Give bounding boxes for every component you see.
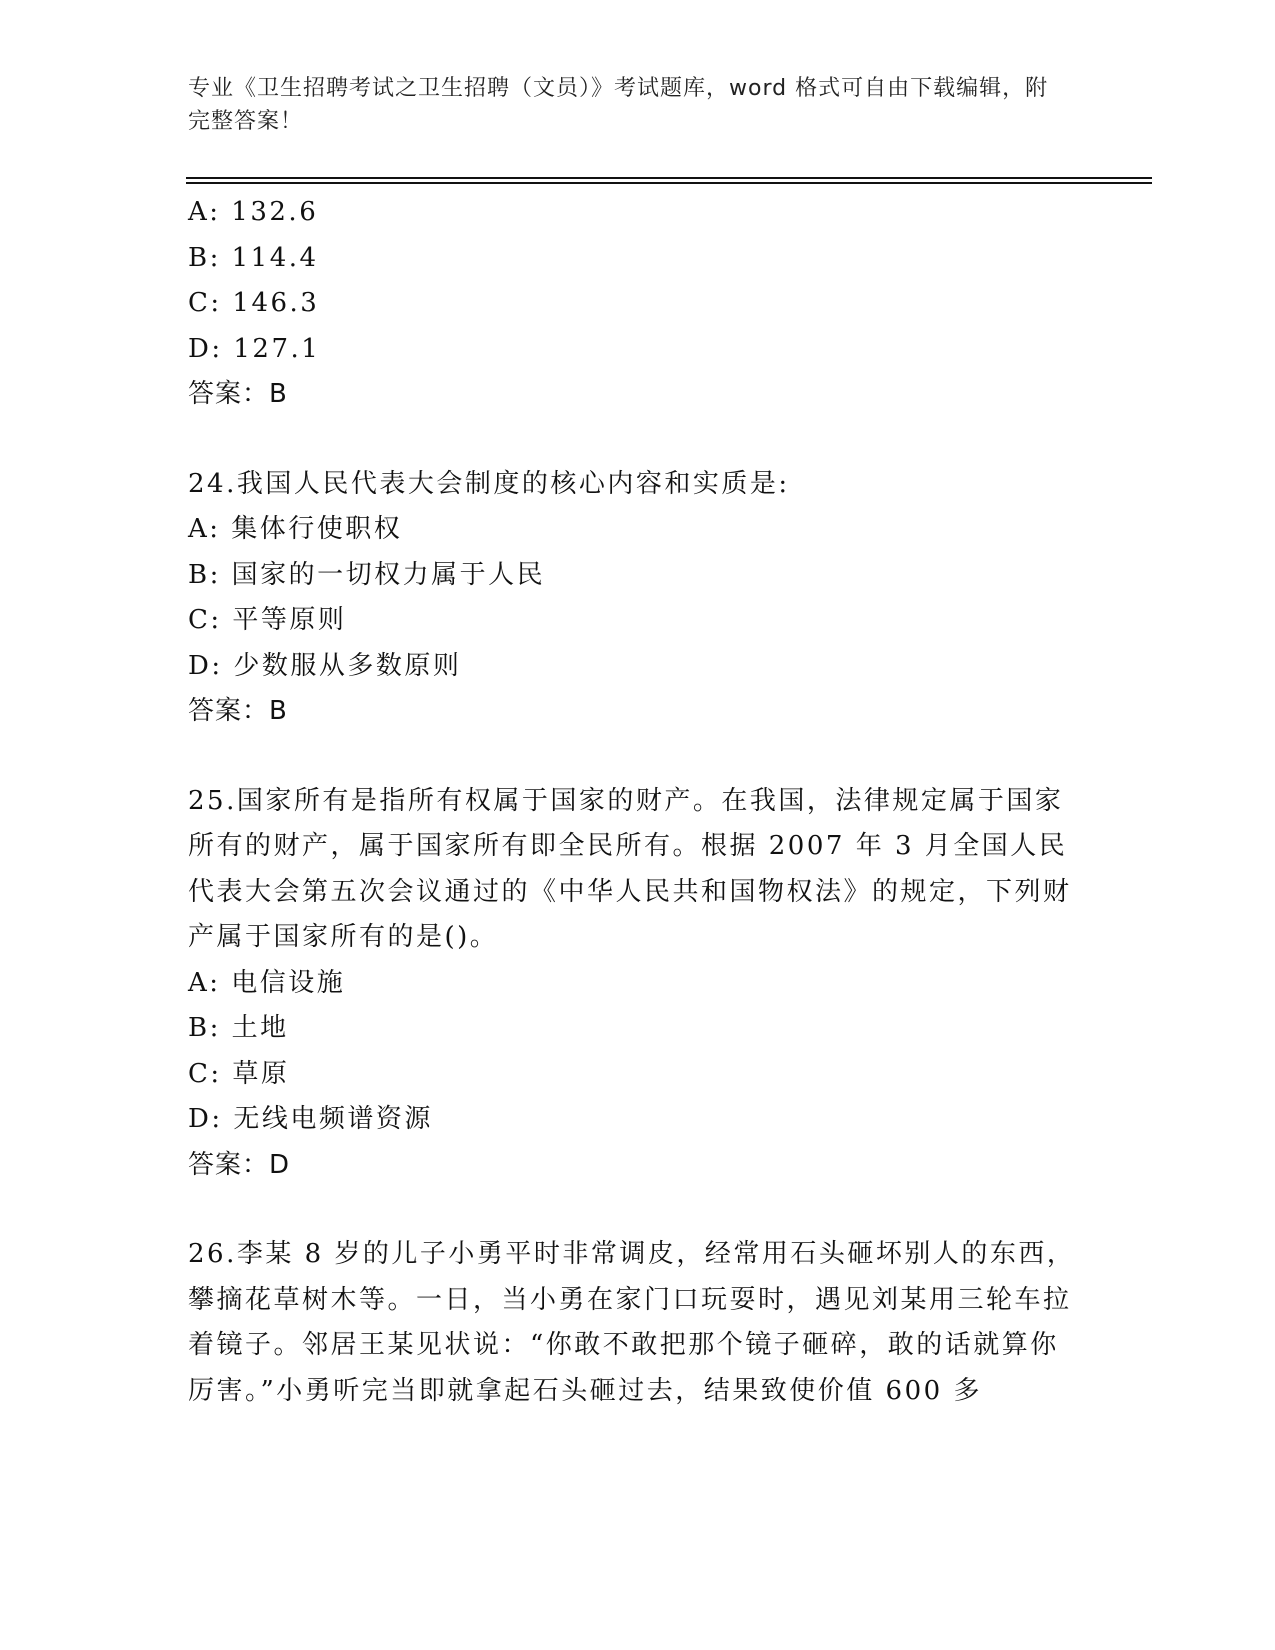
question-24 <box>188 462 1088 735</box>
question-24-option-c: C: 平等原则 <box>188 605 347 635</box>
document-header: 专业《卫生招聘考试之卫生招聘（文员）》考试题库，word 格式可自由下载编辑，附完整答案！ <box>188 76 1049 134</box>
question-26 <box>188 1232 1088 1414</box>
question-23-option-d: D: 127.1 <box>188 333 321 364</box>
spacer <box>188 735 1088 779</box>
question-list <box>188 190 1088 1414</box>
question-23-option-a: A: 132.6 <box>188 197 319 227</box>
question-23-answer: 答案：B <box>188 379 288 409</box>
question-25 <box>188 779 1088 1189</box>
question-25-option-a: A: 电信设施 <box>188 967 346 998</box>
question-25-option-c: C: 草原 <box>188 1058 290 1089</box>
question-24-option-b: B: 国家的一切权力属于人民 <box>188 559 546 590</box>
question-25-stem: 25.国家所有是指所有权属于国家的财产。在我国，法律规定属于国家所有的财产，属于国家所有即全民所有。根据 2007 年 3 月全国人民代表大会第五次会议通过的《中华人民共和国物权法》的规定，下列财产属于国家所有的是()。 <box>188 785 1072 952</box>
question-24-answer: 答案：B <box>188 696 288 726</box>
spacer <box>188 418 1088 462</box>
question-24-stem: 24.我国人民代表大会制度的核心内容和实质是: <box>188 468 790 499</box>
question-26-stem: 26.李某 8 岁的儿子小勇平时非常调皮，经常用石头砸坏别人的东西，攀摘花草树木等。一日，当小勇在家门口玩耍时，遇见刘某用三轮车拉着镜子。邻居王某见状说：“你敢不敢把那个镜子砸碎，敢的话就算你厉害。”小勇听完当即就拿起石头砸过去，结果致使价值 600 多 <box>188 1239 1076 1406</box>
question-24-option-a: A: 集体行使职权 <box>188 514 403 544</box>
question-25-option-d: D: 无线电频谱资源 <box>188 1104 433 1134</box>
question-24-option-d: D: 少数服从多数原则 <box>188 650 462 681</box>
header-rule-top <box>186 177 1152 179</box>
question-25-answer: 答案：D <box>188 1149 291 1180</box>
question-23-option-b: B: 114.4 <box>188 242 319 273</box>
question-23-options <box>188 190 1088 418</box>
question-23-option-c: C: 146.3 <box>188 288 320 318</box>
header-rule-bottom <box>186 182 1152 184</box>
question-25-option-b: B: 土地 <box>188 1013 289 1043</box>
spacer <box>188 1188 1088 1232</box>
